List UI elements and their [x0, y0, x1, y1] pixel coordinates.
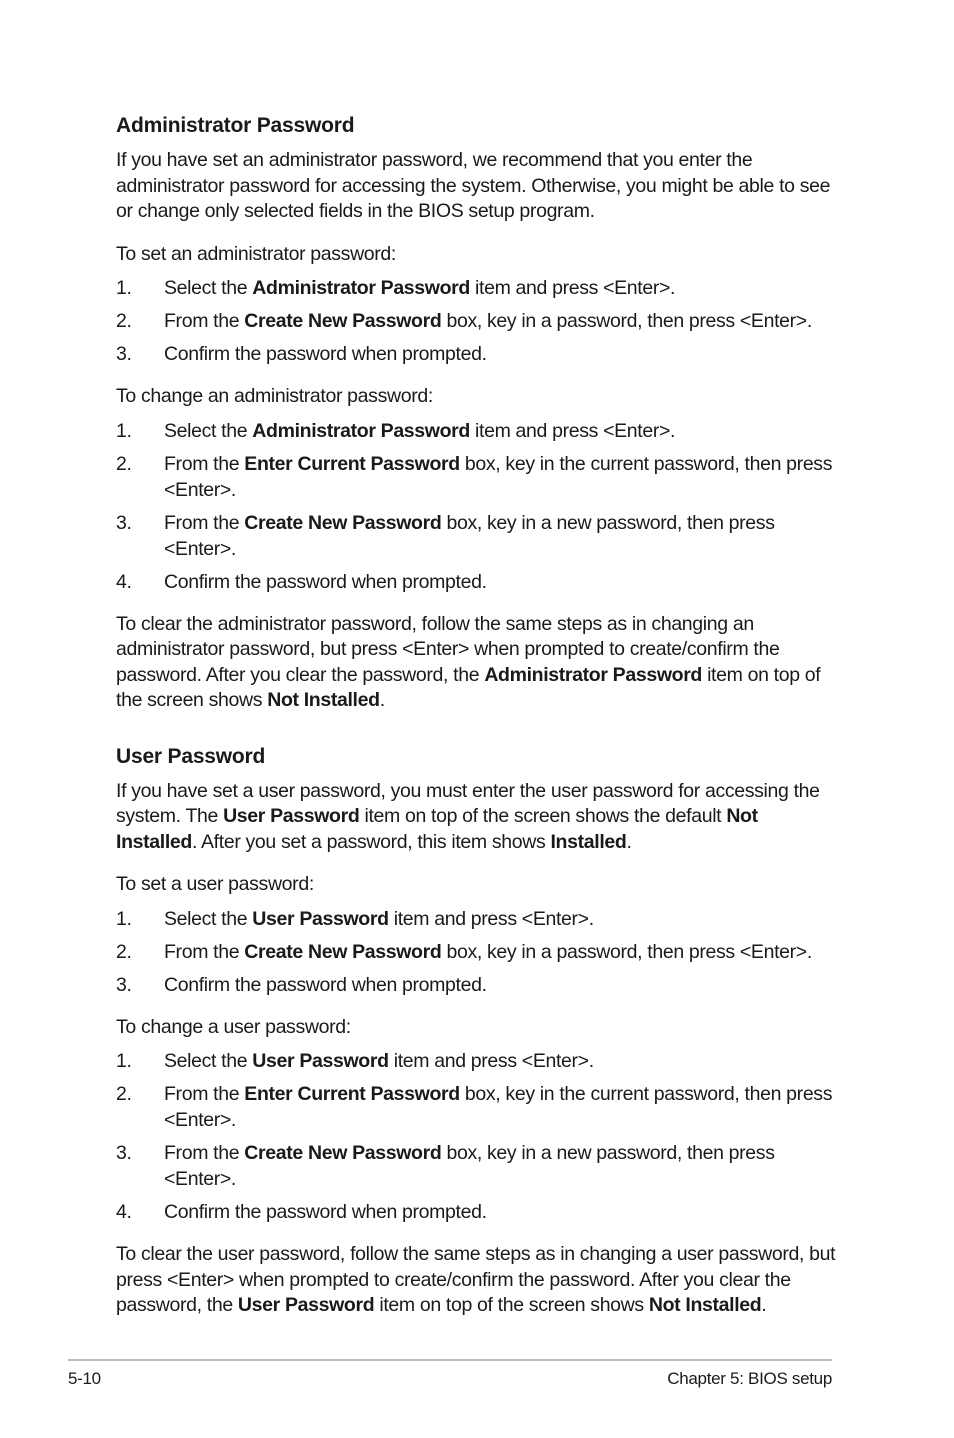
- step-item: 2. From the Create New Password box, key in a password, then press <Enter>.: [116, 310, 812, 332]
- step-item: 1. Select the User Password item and press <Enter>.: [116, 1050, 594, 1072]
- step-item: 2. From the Enter Current Password box, key in the current password, then press <Enter>.: [116, 452, 833, 501]
- step-item: 3. From the Create New Password box, key in a new password, then press <Enter>.: [116, 1142, 775, 1190]
- step-item: 1. Select the Administrator Password item and press <Enter>.: [116, 419, 676, 442]
- step-item: 2. From the Enter Current Password box, key in the current password, then press <Enter>.: [116, 1083, 833, 1131]
- section-spacer: [116, 731, 836, 743]
- user-clear-paragraph: To clear the user password, follow the same steps as in changing a user password, but press <Enter> when prompted to create/confirm the password. After you clear the password, the User Password item on top of the screen shows Not Installed.: [116, 1243, 836, 1316]
- user-set-intro: To set a user password:: [116, 873, 314, 895]
- step-item: 3. Confirm the password when prompted.: [116, 343, 487, 365]
- step-item: 3. Confirm the password when prompted.: [116, 973, 487, 996]
- step-item: 1. Select the User Password item and press <Enter>.: [116, 907, 594, 930]
- step-item: 4. Confirm the password when prompted.: [116, 570, 487, 593]
- user-change-intro: To change a user password:: [116, 1015, 351, 1038]
- admin-clear-paragraph: To clear the administrator password, follow the same steps as in changing an administrator password, but press <Enter> when prompted to create/confirm the password. After you clear the password, the Administrator Password item on top of the screen shows Not Installed.: [116, 612, 821, 711]
- page-number: 5-10: [68, 1369, 101, 1388]
- step-item: 4. Confirm the password when prompted.: [116, 1201, 487, 1223]
- step-item: 3. From the Create New Password box, key in a new password, then press <Enter>.: [116, 511, 775, 560]
- page-content: [116, 112, 836, 1336]
- footer-divider: [68, 1359, 832, 1361]
- admin-intro-paragraph: If you have set an administrator password, we recommend that you enter the administrator password for accessing the system. Otherwise, you might be able to see or change only selected fields in the BIOS setup program.: [116, 149, 831, 222]
- user-intro-paragraph: If you have set a user password, you must enter the user password for accessing the system. The User Password item on top of the screen shows the default Not Installed. After you set a password, this item shows Installed.: [116, 779, 820, 853]
- step-item: 2. From the Create New Password box, key in a password, then press <Enter>.: [116, 940, 812, 963]
- admin-set-intro: To set an administrator password:: [116, 242, 396, 265]
- admin-password-heading: Administrator Password: [116, 114, 355, 137]
- admin-change-steps: [116, 418, 836, 595]
- user-password-heading: User Password: [116, 744, 266, 768]
- admin-set-steps: [116, 275, 836, 367]
- user-change-steps: [116, 1048, 836, 1225]
- step-item: 1. Select the Administrator Password item and press <Enter>.: [116, 277, 676, 299]
- admin-change-intro: To change an administrator password:: [116, 385, 433, 407]
- user-set-steps: [116, 906, 836, 998]
- chapter-title: Chapter 5: BIOS setup: [667, 1369, 832, 1388]
